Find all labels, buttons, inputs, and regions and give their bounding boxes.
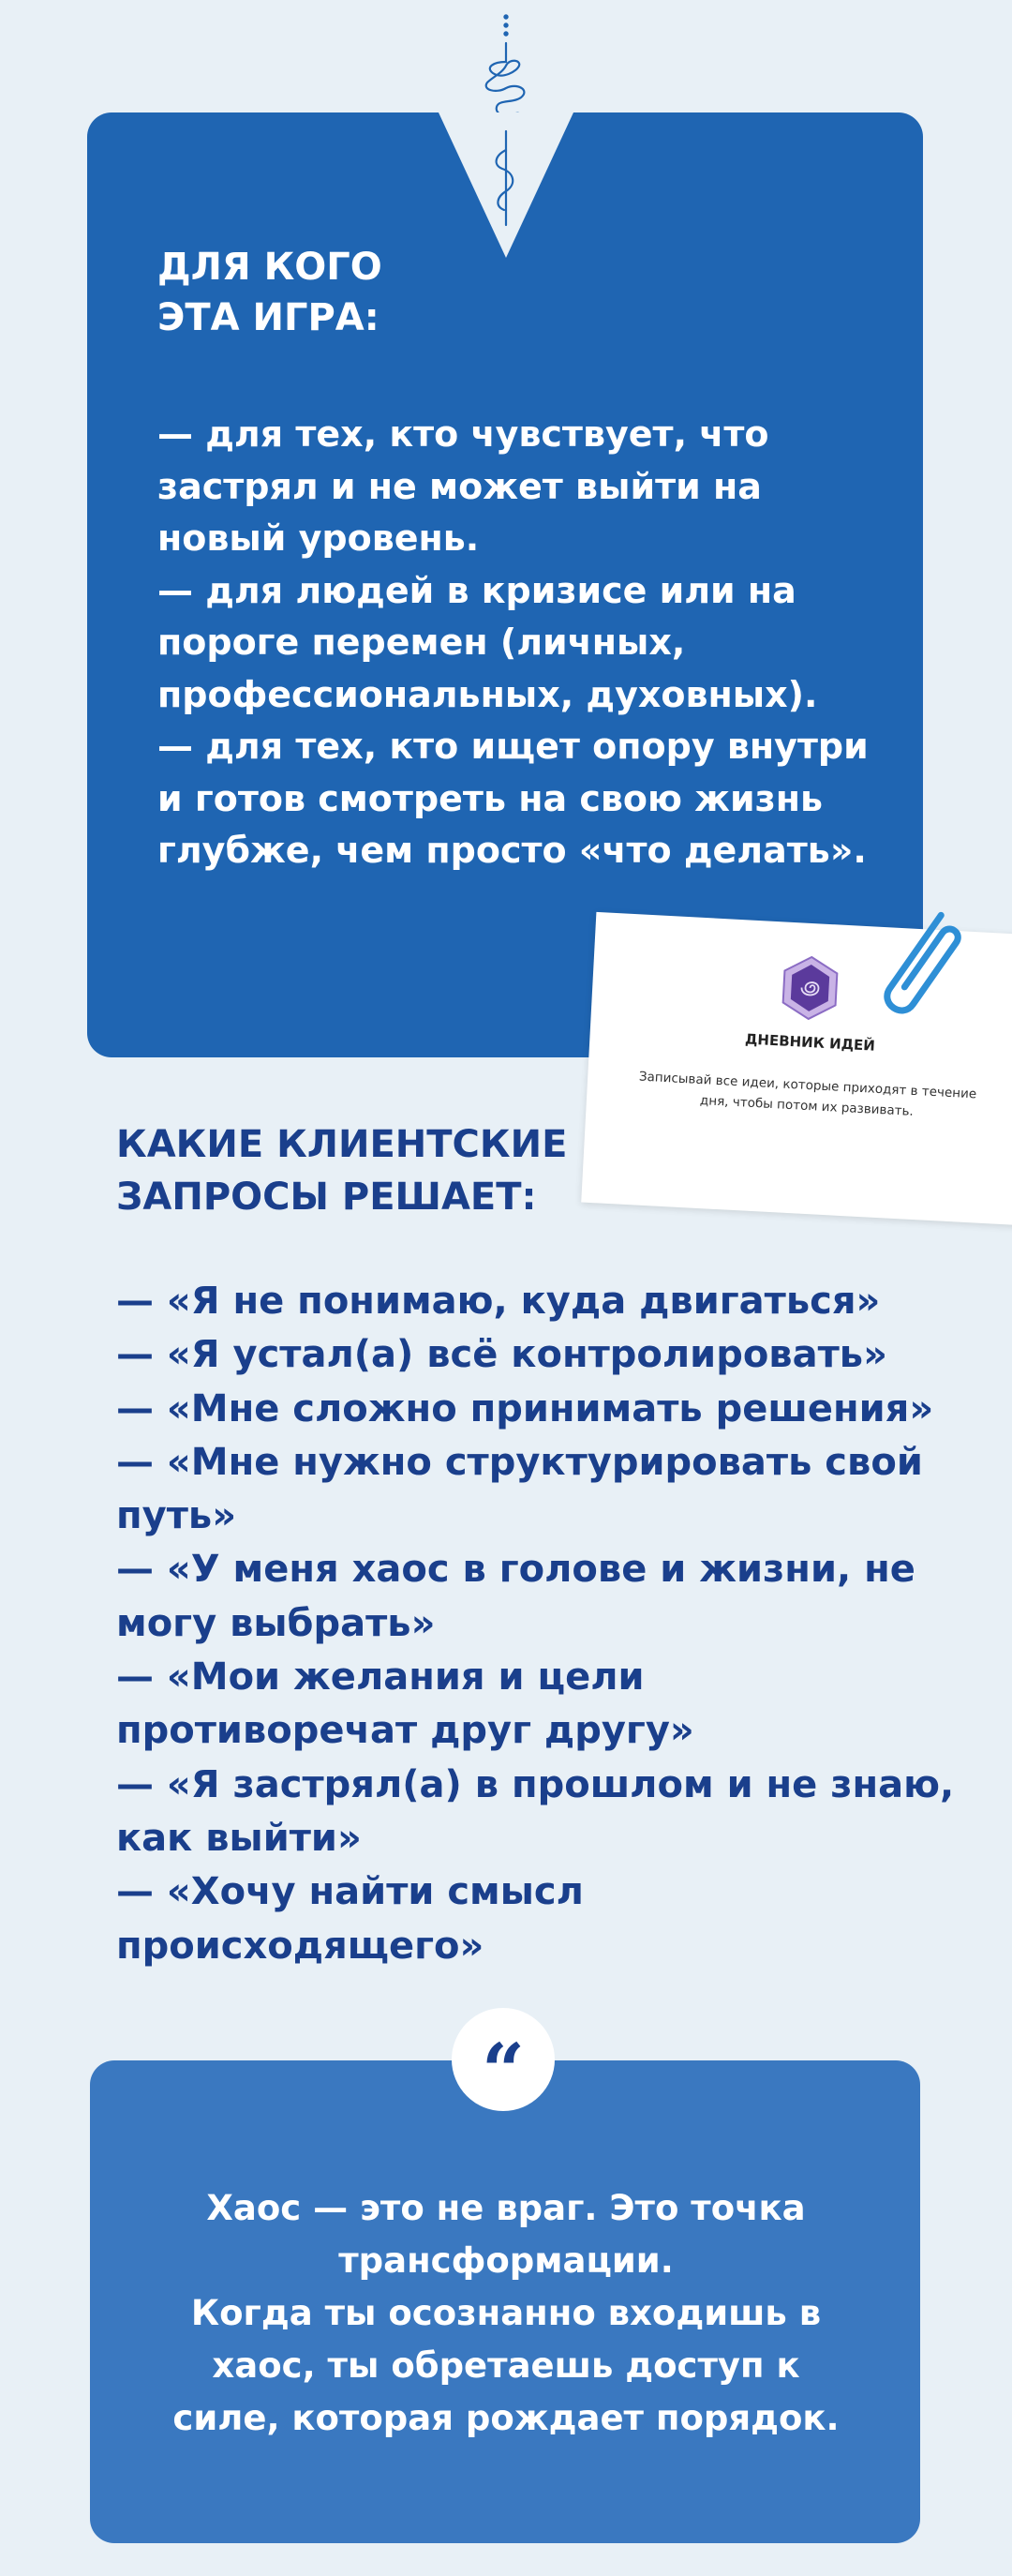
request-line: противоречат друг другу»: [116, 1709, 694, 1753]
request-line: могу выбрать»: [116, 1601, 436, 1645]
intro-line: пороге перемен (личных,: [157, 622, 686, 663]
request-line: как выйти»: [116, 1816, 362, 1860]
intro-line: глубже, чем просто «что делать».: [157, 830, 867, 871]
card-notch: [439, 112, 573, 258]
requests-list: [116, 1275, 955, 1973]
note-text: Записывай все идеи, которые приходят в течение дня, чтобы потом их развивать.: [638, 1069, 977, 1119]
request-line: — «Я не понимаю, куда двигаться»: [116, 1280, 881, 1323]
intro-line: и готов смотреть на свою жизнь: [157, 777, 823, 819]
quote-line: трансформации.: [338, 2240, 674, 2281]
quote-line: Когда ты осознанно входишь в: [190, 2293, 822, 2333]
request-line: происходящего»: [116, 1924, 484, 1968]
request-line: — «Мне сложно принимать решения»: [116, 1386, 934, 1430]
quote-mark-icon: “: [481, 2027, 525, 2115]
request-line: — «Я застрял(а) в прошлом и не знаю,: [116, 1762, 955, 1806]
intro-line: застрял и не может выйти на: [157, 465, 762, 507]
note-title: ДНЕВНИК ИДЕЙ: [744, 1030, 876, 1055]
request-line: — «Мои желания и цели: [116, 1655, 645, 1700]
requests-title-line: КАКИЕ КЛИЕНТСКИЕ: [116, 1123, 568, 1166]
request-line: — «Хочу найти смысл: [116, 1870, 584, 1914]
intro-title-line: ДЛЯ КОГО: [157, 246, 382, 289]
request-line: — «У меня хаос в голове и жизни, не: [116, 1548, 915, 1592]
intro-line: — для тех, кто чувствует, что: [157, 413, 769, 455]
intro-line: — для людей в кризисе или на: [157, 569, 796, 611]
intro-title: [157, 242, 870, 343]
quote-line: хаос, ты обретаешь доступ к: [212, 2345, 800, 2386]
requests-title-line: ЗАПРОСЫ РЕШАЕТ:: [116, 1176, 537, 1219]
intro-title-line: ЭТА ИГРА:: [157, 296, 380, 339]
paperclip-icon: [871, 895, 975, 1036]
quote-text: [112, 2182, 900, 2445]
requests-title: [116, 1118, 641, 1223]
quote-badge: [452, 2008, 555, 2115]
request-line: путь»: [116, 1494, 237, 1538]
request-line: — «Я устал(а) всё контролировать»: [116, 1333, 887, 1377]
request-line: — «Мне нужно структурировать свой: [116, 1440, 923, 1484]
quote-line: силе, которая рождает порядок.: [172, 2398, 840, 2438]
spiral-hexagon-logo-icon: [779, 953, 842, 1022]
intro-list: [157, 409, 907, 877]
intro-line: новый уровень.: [157, 517, 480, 559]
quote-line: Хаос — это не враг. Это точка: [206, 2188, 806, 2228]
intro-line: профессиональных, духовных).: [157, 673, 818, 715]
intro-line: — для тех, кто ищет опору внутри: [157, 726, 869, 767]
